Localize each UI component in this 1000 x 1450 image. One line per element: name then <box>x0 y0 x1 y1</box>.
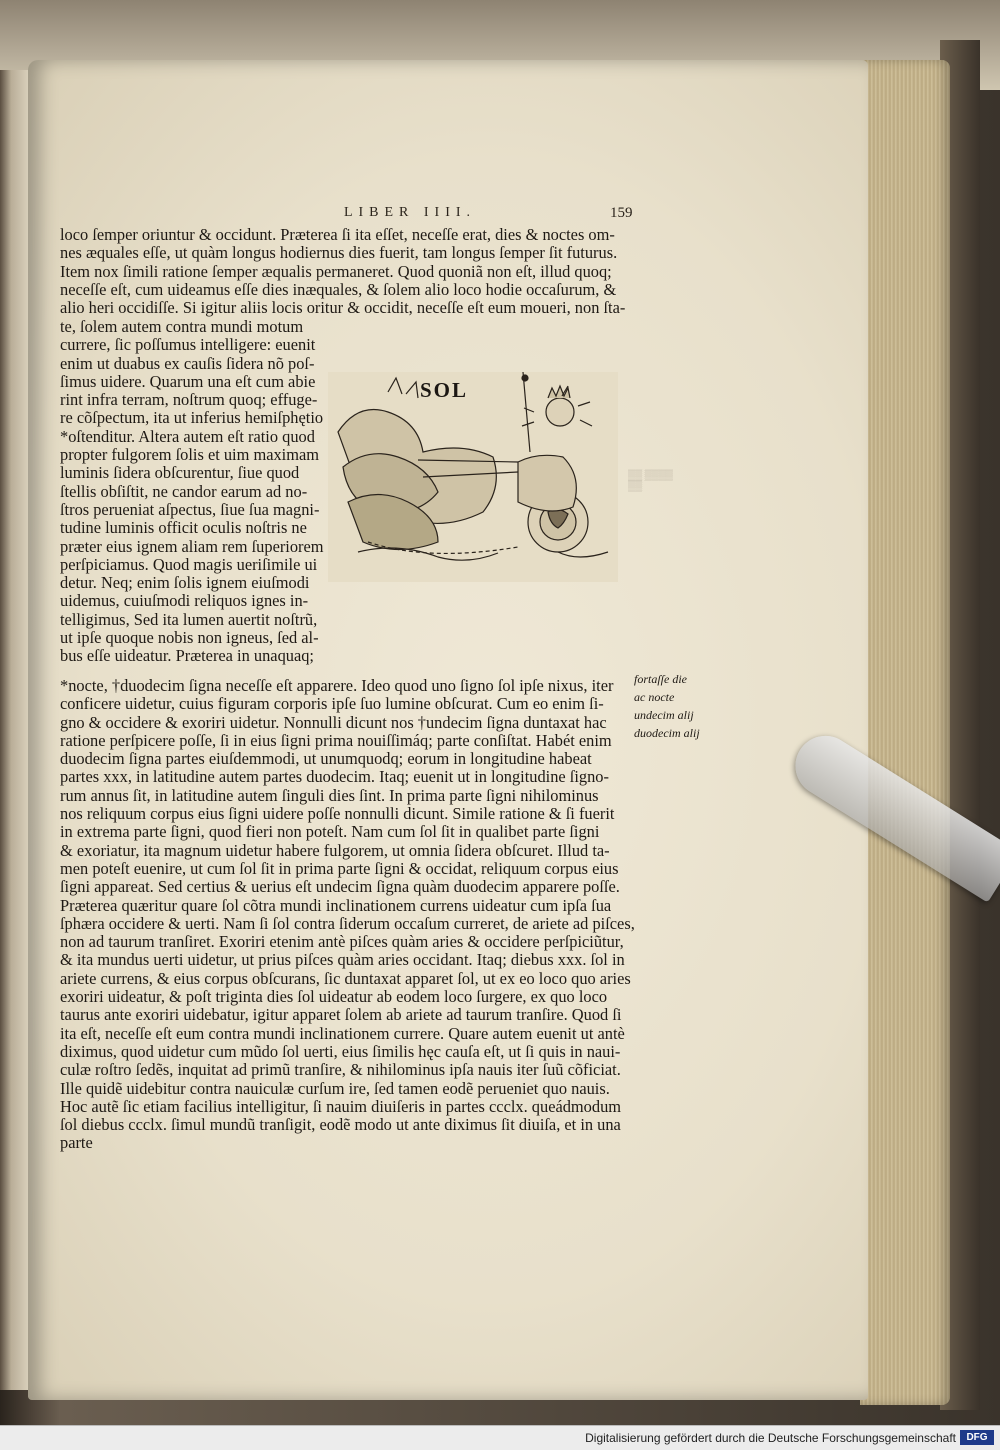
page-block-edges <box>860 60 950 1405</box>
marginal-note-line: undecim alij <box>634 708 694 722</box>
column-text-line: currere, ſic poſſumus intelligere: euenit <box>60 335 316 355</box>
text-line: ratione perſpicere poſſe, ſi in eius ſigni prima nouiſſimáq; parte conſiſtat. Habét enim <box>60 730 612 750</box>
text-line: *nocte, †duodecim ſigna neceſſe eſt apparere. Ideo quod uno ſigno ſol ipſe nixus, iter <box>60 676 614 695</box>
column-text-line: uidemus, cuiuſmodi reliquos ignes in- <box>60 591 309 611</box>
text-line: taurus ante exoriri uidebatur, igitur apparet ſolem ab ariete ad taurum tranſire. Quod ſi <box>60 1005 622 1025</box>
text-line: & exoriatur, ita magnum uidetur habere fulgorem, ut omnia ſidera obſcuret. Illud ta- <box>60 840 610 860</box>
text-line: Item nox ſimili ratione ſemper æqualis permaneret. Quod quoniã non eſt, illud quoq; <box>60 261 612 281</box>
column-text-line: perſpiciamus. Quod magis ueriſimile ui <box>60 554 318 574</box>
text-line: parte <box>60 1133 93 1153</box>
text-line: nes æquales eſſe, ut quàm longus hodiernus dies fuerit, tam longus ſemper ſit futurus. <box>60 243 618 263</box>
dfg-logo: DFG <box>960 1430 994 1445</box>
running-head: LIBER IIII. <box>343 205 477 220</box>
text-line: culæ roſtro ſedẽs, inquitat ad primũ tranſire, & nihilominus ipſa nauis iter ſuũ cõficiat. <box>60 1060 621 1080</box>
footer-credit: Digitalisierung gefördert durch die Deutsche Forschungsgemeinschaft <box>585 1431 956 1445</box>
top-text-block <box>60 226 625 317</box>
column-text-line: ut ipſe quoque nobis non igneus, ſed al- <box>60 628 319 648</box>
facing-page-edge <box>0 70 28 1390</box>
text-line: gno & occidere & exoriri uidetur. Nonnulli dicunt nos †undecim ſigna duntaxat hac <box>60 712 607 732</box>
text-line: alio heri occidiſſe. Si igitur aliis locis oritur & occidit, neceſſe eſt eum moueri, non ſta- <box>60 298 626 318</box>
text-line: duodecim ſigna partes eiuſdemmodi, ut unumquodq; eorum in longitudine habeat <box>60 749 592 769</box>
marginal-note-line: fortaſſe die <box>634 672 687 686</box>
text-line: partes xxx, in latitudine autem partes duodecim. Itaq; euenit ut in longitudine ſigno- <box>60 767 609 787</box>
text-line: conficere uidetur, cuius figuram corporis ipſe ſuo lumine obſcurat. Cum eo enim ſi- <box>60 694 604 714</box>
column-text-line: te, ſolem autem contra mundi motum <box>60 317 304 336</box>
page-number: 159 <box>610 205 633 221</box>
marginal-note-line: ac nocte <box>634 690 675 704</box>
column-text-line: ſtellis obſiſtit, ne candor earum ad no- <box>60 481 308 501</box>
footer-bar <box>0 1425 1000 1450</box>
column-text-line: ſtros perueniat aſpectus, ſiue ſua magni- <box>60 499 320 519</box>
text-line: ſphæra occidere & uerti. Nam ſi ſol contra ſiderum occaſum curreret, de ariete ad piſces, <box>60 913 635 933</box>
text-line: men poteſt euenire, ut cum ſol ſit in prima parte ſigni & occidat, reliquum corpus eius <box>60 858 619 878</box>
text-line: loco ſemper oriuntur & occidunt. Præterea ſi ita eſſet, neceſſe erat, dies & noctes om- <box>60 225 615 244</box>
text-line: ita eſt, neceſſe eſt eum contra mundi inclinationem currere. Quare autem euenit ut antè <box>60 1023 625 1043</box>
column-text-line: propter fulgorem ſolis et uim maximam <box>60 445 320 465</box>
marginal-note <box>634 670 724 742</box>
text-line: Ille quidẽ uidebitur contra nauiculæ curſum ire, ſed tamen eodẽ perueniet quo nauis. <box>60 1078 610 1098</box>
text-line: in extrema parte ſigni, quod fieri non poteſt. Nam cum ſol ſit in qualibet parte ſigni <box>60 822 600 842</box>
text-line: Hoc autẽ ſic etiam facilius intelligitur, ſi nauim diuiſeris in partes ccclx. queádmodum <box>60 1096 622 1116</box>
bleed-through-text: ▒▒ ▒▒▒▒ ▒▒ <box>628 470 674 492</box>
text-line: non ad taurum tranſiret. Exoriri etenim antè piſces quàm aries & occidere perſpiciũtur, <box>60 932 624 952</box>
column-text-line: ſimus uidere. Quarum una eſt cum abie <box>60 371 316 391</box>
text-line: nos reliquum corpus eius ſigni uidere poſſe nonnulli dicunt. Simile ratione & ſi fuerit <box>60 804 615 824</box>
text-line: & ita mundus uerti uidetur, ut prius piſces quàm aries occidant. Itaq; diebus xxx. ſol in <box>60 950 625 970</box>
column-text-line: rint infra terram, noſtrum quoq; effuge- <box>60 390 318 410</box>
column-text-line: luminis ſidera obſcurentur, ſiue quod <box>60 463 300 483</box>
column-text-line: *oſtenditur. Altera autem eſt ratio quod <box>60 426 315 446</box>
text-line: Præterea quæritur quare ſol cõtra mundi inclinationem currens uideatur cum ipſa ſua <box>60 895 612 915</box>
column-text-line: tudine luminis officit oculis noſtris ne <box>60 518 307 538</box>
text-line: ariete currens, & eius corpus obſcurans, ſic duntaxat apparet ſol, ut ex eo loco quo aries <box>60 968 631 988</box>
text-line: rum annus ſit, in latitudine autem ſinguli dies ſint. In prima parte ſigni nihilominus <box>60 785 599 805</box>
text-line: ſigni appareat. Sed certius & uerius eſt undecim ſigna quàm duodecim apparere poſſe. <box>60 877 620 897</box>
column-text-line: præter eius ignem aliam rem ſuperiorem <box>60 536 324 556</box>
marginal-note-line: duodecim alij <box>634 726 700 740</box>
text-line: exoriri uideatur, & poſt triginta dies ſol uideatur ab eodem loco ſurgere, ex quo loco <box>60 987 608 1007</box>
text-line: ſol diebus ccclx. ſimul mundũ tranſigit, eodẽ modo ut ante diximus ſit diuiſa, et in una <box>60 1115 621 1135</box>
column-text-line: bus eſſe uideatur. Præterea in unaquaq; <box>60 646 314 666</box>
text-line: neceſſe eſt, cum uideamus eſſe dies inæquales, & ſolem alio loco hodie occaſurum, & <box>60 279 617 299</box>
text-line: diximus, quod uidetur cum mũdo ſol uerti, eius ſimilis hęc cauſa eſt, ut ſi quis in naui- <box>60 1041 621 1061</box>
column-text-line: enim ut duabus ex cauſis ſidera nõ poſ- <box>60 353 315 373</box>
column-text-line: detur. Neq; enim ſolis ignem eiuſmodi <box>60 573 310 593</box>
column-text-line: telligimus, Sed ita lumen auertit noſtrũ, <box>60 609 318 629</box>
bottom-text-block <box>60 677 635 1153</box>
column-text-line: re cõſpectum, ita ut inferius hemiſphętio <box>60 408 324 428</box>
sol-chariot-woodcut <box>328 372 618 582</box>
column-text-block <box>60 318 324 666</box>
woodcut-caption: SOL <box>420 378 469 402</box>
